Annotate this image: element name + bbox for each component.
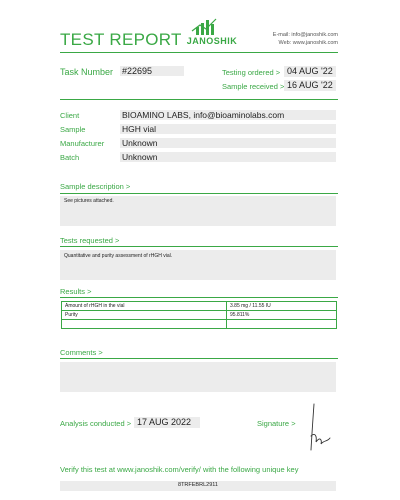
manufacturer-label: Manufacturer: [60, 139, 105, 148]
sample-description-divider: [60, 193, 338, 194]
sample-description-text: See pictures attached.: [64, 198, 114, 204]
batch-label: Batch: [60, 153, 80, 162]
logo-bars-icon: [182, 17, 242, 37]
client-value: BIOAMINO LABS, info@bioaminolabs.com: [122, 110, 285, 120]
task-number-value: #22695: [122, 66, 153, 76]
comments-box: [60, 362, 336, 392]
results-table: [61, 301, 337, 329]
table-row: [62, 302, 337, 311]
results-label: Results >: [60, 287, 92, 296]
result-value: 95.811%: [227, 311, 337, 320]
report-title: TEST REPORT: [60, 30, 182, 49]
sample-value: HGH vial: [122, 124, 157, 134]
verify-text: Verify this test at www.janoshik.com/verify/ with the following unique key: [60, 465, 299, 474]
analysis-conducted-value: 17 AUG 2022: [137, 417, 192, 427]
sample-description-label: Sample description >: [60, 182, 131, 191]
result-value: 3.85 mg / 11.55 IU: [227, 302, 337, 311]
tests-requested-text: Quantitative and purity assessment of rHGH vial.: [64, 253, 173, 259]
manufacturer-value: Unknown: [122, 138, 158, 148]
table-row: [62, 320, 337, 329]
comments-label: Comments >: [60, 348, 103, 357]
testing-ordered-label: Testing ordered >: [222, 68, 281, 77]
task-divider: [60, 99, 338, 100]
signature-label: Signature >: [257, 419, 296, 428]
client-label: Client: [60, 111, 80, 120]
table-row: [62, 311, 337, 320]
result-name: Amount of rHGH in the vial: [62, 302, 227, 311]
signature-scribble-icon: [300, 400, 340, 460]
contact-web: Web: www.janoshik.com: [278, 40, 338, 46]
analysis-conducted-label: Analysis conducted >: [60, 419, 132, 428]
comments-divider: [60, 358, 338, 359]
tests-requested-label: Tests requested >: [60, 236, 120, 245]
tests-requested-divider: [60, 246, 338, 247]
result-value: [227, 320, 337, 329]
result-name: Purity: [62, 311, 227, 320]
header-divider: [60, 52, 338, 53]
sample-received-label: Sample received >: [222, 82, 285, 91]
contact-email: E-mail: info@janoshik.com: [272, 32, 338, 38]
logo-wordmark: JANOSHIK: [186, 36, 238, 46]
verify-key: 8TRFEBRL2911: [178, 482, 218, 488]
sample-label: Sample: [60, 125, 86, 134]
result-name: [62, 320, 227, 329]
task-number-label: Task Number: [60, 67, 114, 77]
sample-received-value: 16 AUG '22: [287, 80, 333, 90]
batch-value: Unknown: [122, 152, 158, 162]
results-divider: [60, 297, 338, 298]
testing-ordered-value: 04 AUG '22: [287, 66, 333, 76]
janoshik-logo: [182, 17, 242, 51]
